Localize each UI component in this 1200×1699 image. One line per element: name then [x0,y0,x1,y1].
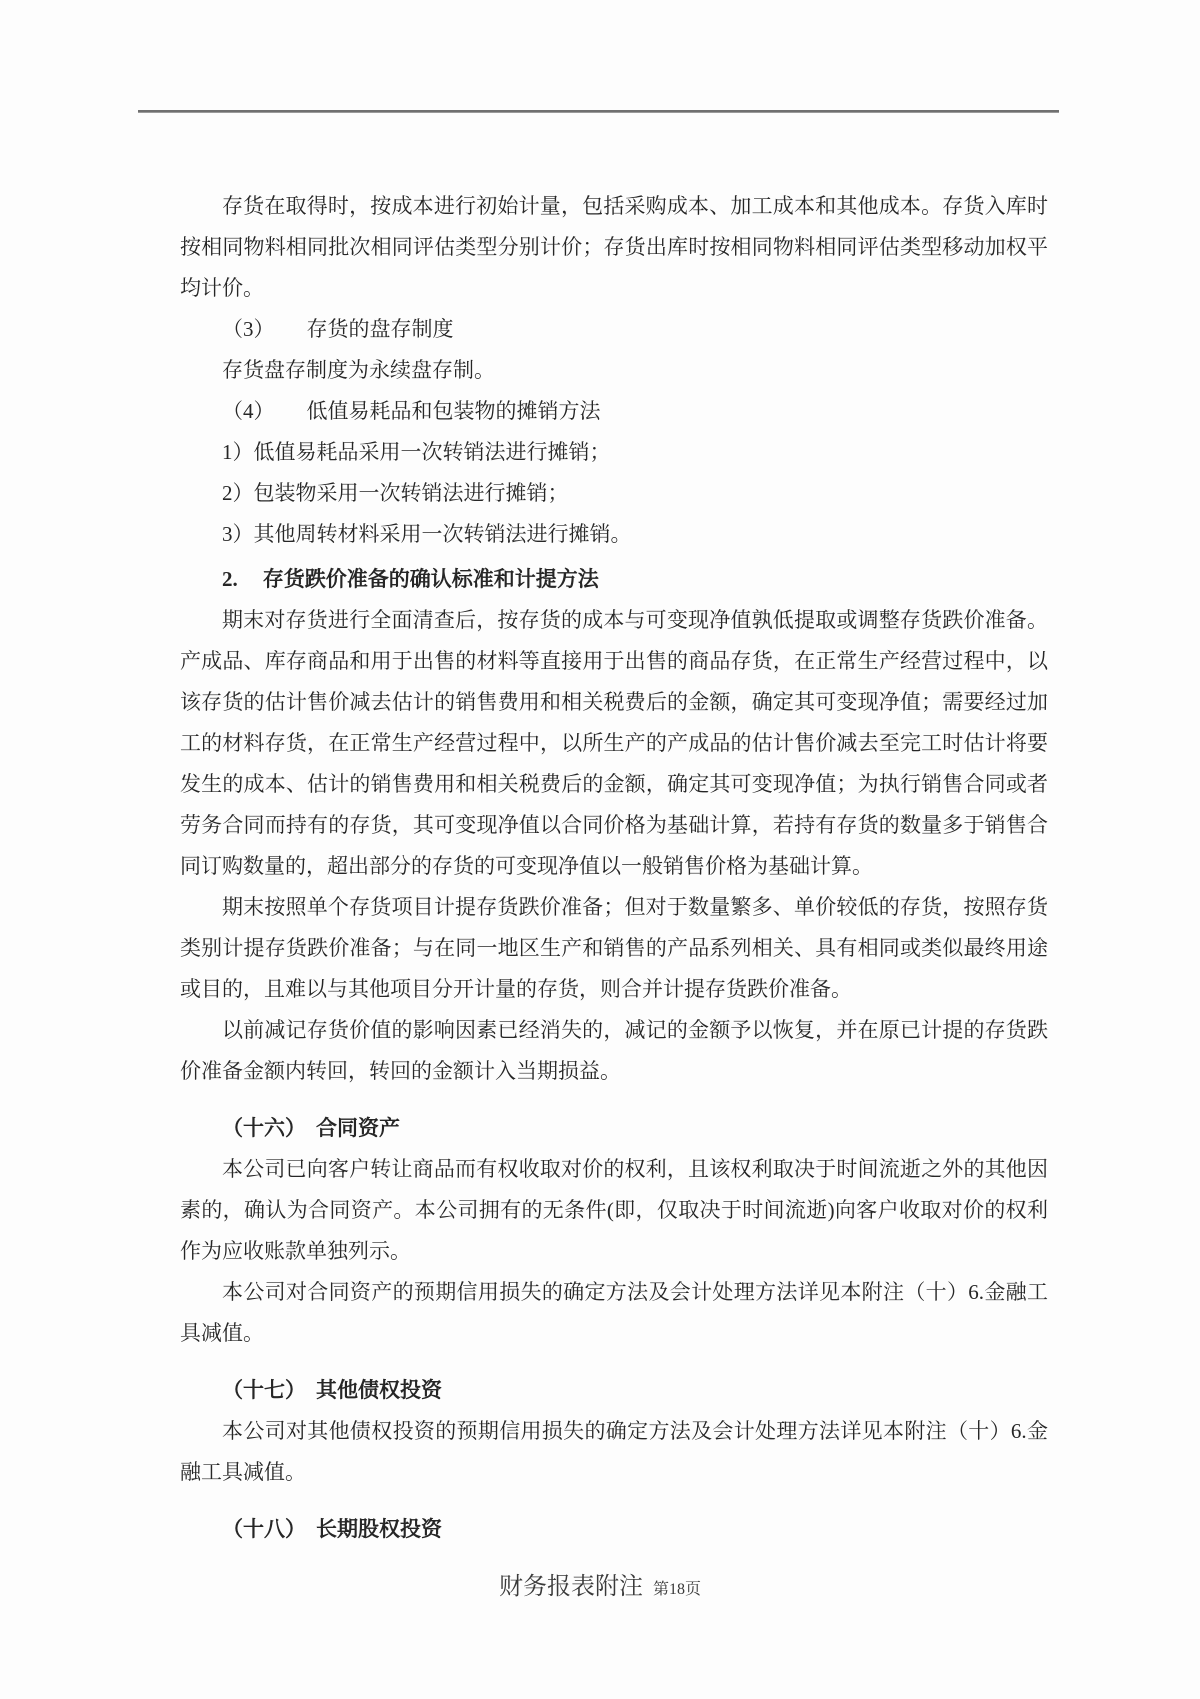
page-footer [0,1566,1200,1601]
paragraph-provision-by-item: 期末按照单个存货项目计提存货跌价准备；但对于数量繁多、单价较低的存货，按照存货类别计提存货跌价准备；与在同一地区生产和销售的产品系列相关、具有相同或类似最终用途或目的，且难以与其他项目分开计量的存货，则合并计提存货跌价准备。 [180,895,1048,1001]
section-heading-contract-assets [180,1108,1048,1149]
paragraph-contract-assets-definition: 本公司已向客户转让商品而有权收取对价的权利，且该权利取决于时间流逝之外的其他因素的，确认为合同资产。本公司拥有的无条件(即，仅取决于时间流逝)向客户收取对价的权利作为应收账款单独列示。 [180,1157,1048,1263]
section-number: （十八） [222,1517,306,1541]
section-number: （十七） [222,1378,306,1402]
paragraph-net-realizable-value: 期末对存货进行全面清查后，按存货的成本与可变现净值孰低提取或调整存货跌价准备。产成品、库存商品和用于出售的材料等直接用于出售的商品存货，在正常生产经营过程中，以该存货的估计售价减去估计的销售费用和相关税费后的金额，确定其可变现净值；需要经过加工的材料存货，在正常生产经营过程中，以所生产的产成品的估计售价减去至完工时估计将要发生的成本、估计的销售费用和相关税费后的金额，确定其可变现净值；为执行销售合同或者劳务合同而持有的存货，其可变现净值以合同价格为基础计算，若持有存货的数量多于销售合同订购数量的，超出部分的存货的可变现净值以一般销售价格为基础计算。 [180,608,1048,878]
paragraph-inventory-initial-measurement: 存货在取得时，按成本进行初始计量，包括采购成本、加工成本和其他成本。存货入库时按相同物料相同批次相同评估类型分别计价；存货出库时按相同物料相同评估类型移动加权平均计价。 [180,194,1048,300]
section-title: 合同资产 [316,1116,400,1140]
header-divider-line [138,110,1059,113]
heading-number: 2. [222,567,238,591]
subheading-title: 存货的盘存制度 [306,317,454,341]
section-heading-long-term-equity-investments [180,1509,1048,1550]
paragraph-other-debt-credit-loss: 本公司对其他债权投资的预期信用损失的确定方法及会计处理方法详见本附注（十）6.金融工具减值。 [180,1419,1048,1484]
paragraph-contract-assets-credit-loss: 本公司对合同资产的预期信用损失的确定方法及会计处理方法详见本附注（十）6.金融工具减值。 [180,1280,1048,1345]
section-number: （十六） [222,1116,306,1140]
heading-title: 存货跌价准备的确认标准和计提方法 [262,567,599,591]
list-item-low-value-consumables: 1）低值易耗品采用一次转销法进行摊销； [222,440,611,464]
section-title: 长期股权投资 [316,1517,442,1541]
list-item-other-turnover-materials: 3）其他周转材料采用一次转销法进行摊销。 [222,522,632,546]
subheading-title: 低值易耗品和包装物的摊销方法 [306,399,601,423]
subheading-inventory-count-system [180,309,1048,350]
list-item-packaging-materials: 2）包装物采用一次转销法进行摊销； [222,481,569,505]
subheading-number: （4） [222,399,275,423]
paragraph-provision-reversal: 以前减记存货价值的影响因素已经消失的，减记的金额予以恢复，并在原已计提的存货跌价准备金额内转回，转回的金额计入当期损益。 [180,1018,1048,1083]
section-heading-other-debt-investments [180,1370,1048,1411]
subheading-low-value-consumables [180,391,1048,432]
footer-document-title: 财务报表附注 [498,1574,643,1600]
heading-inventory-provision-method [180,559,1048,600]
document-body [180,186,1048,1550]
footer-page-number: 第18页 [652,1581,701,1598]
section-title: 其他债权投资 [316,1378,442,1402]
paragraph-perpetual-inventory: 存货盘存制度为永续盘存制。 [222,358,495,382]
subheading-number: （3） [222,317,275,341]
